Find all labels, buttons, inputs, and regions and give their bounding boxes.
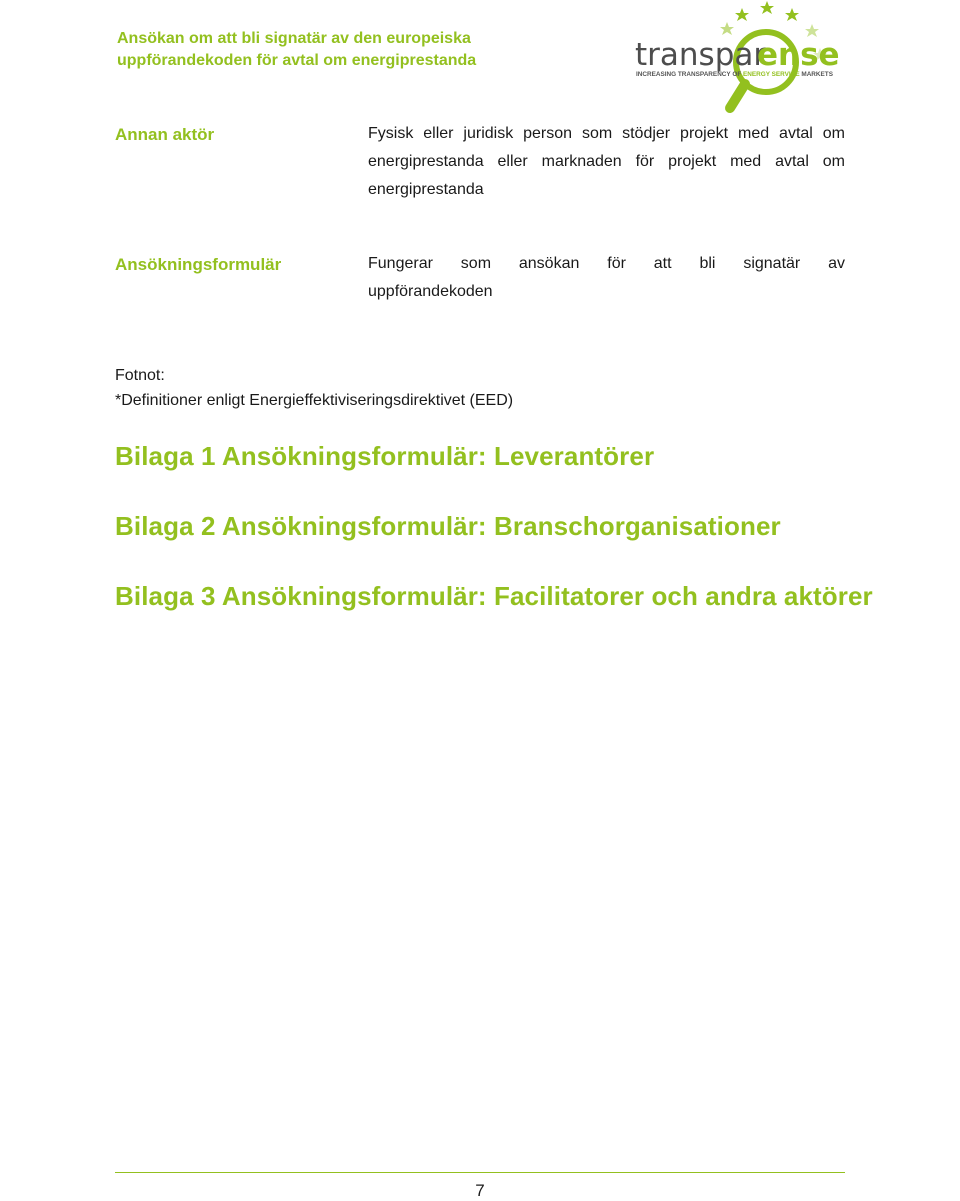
- definition-description-annan-aktor: [368, 120, 845, 204]
- logo-brand-suffix: ense: [757, 37, 840, 73]
- header-title-line-2: uppförandekoden för avtal om energiprestanda: [117, 52, 477, 69]
- definition-line: Fungerar som ansökan för att bli signatär av: [368, 255, 845, 272]
- document-header-title: [117, 28, 537, 72]
- footnote: [115, 363, 513, 413]
- transparense-logo: [632, 0, 842, 120]
- definition-line: uppförandekoden: [368, 283, 493, 300]
- definition-line: Fysisk eller juridisk person som stödjer projekt med avtal om: [368, 125, 845, 142]
- definition-term-annan-aktor: Annan aktör: [115, 125, 215, 144]
- footnote-label: Fotnot:: [115, 367, 165, 384]
- definition-term-ansokningsformular: Ansökningsformulär: [115, 255, 282, 274]
- definition-line: energiprestanda eller marknaden för projekt med avtal om: [368, 153, 845, 170]
- appendix-heading-2: Bilaga 2 Ansökningsformulär: Branschorganisationer: [115, 511, 781, 541]
- definition-line: energiprestanda: [368, 181, 484, 198]
- footnote-text: *Definitioner enligt Energieffektiviseringsdirektivet (EED): [115, 392, 514, 409]
- definition-description-ansokningsformular: [368, 250, 845, 306]
- appendix-heading-3: Bilaga 3 Ansökningsformulär: Facilitatorer och andra aktörer: [115, 581, 873, 611]
- page-number: 7: [475, 1181, 485, 1200]
- logo-brand-prefix: transpar: [635, 37, 767, 73]
- appendix-heading-1: Bilaga 1 Ansökningsformulär: Leverantörer: [115, 441, 655, 471]
- logo-tagline-part-2: MARKETS: [799, 71, 833, 78]
- logo-tagline: [636, 71, 834, 78]
- header-title-line-1: Ansökan om att bli signatär av den europeiska: [117, 30, 471, 47]
- logo-tagline-highlight: ENERGY SERVICE: [743, 71, 800, 78]
- logo-tagline-part-1: INCREASING TRANSPARENCY OF: [636, 71, 743, 78]
- footer-divider: [115, 1172, 845, 1173]
